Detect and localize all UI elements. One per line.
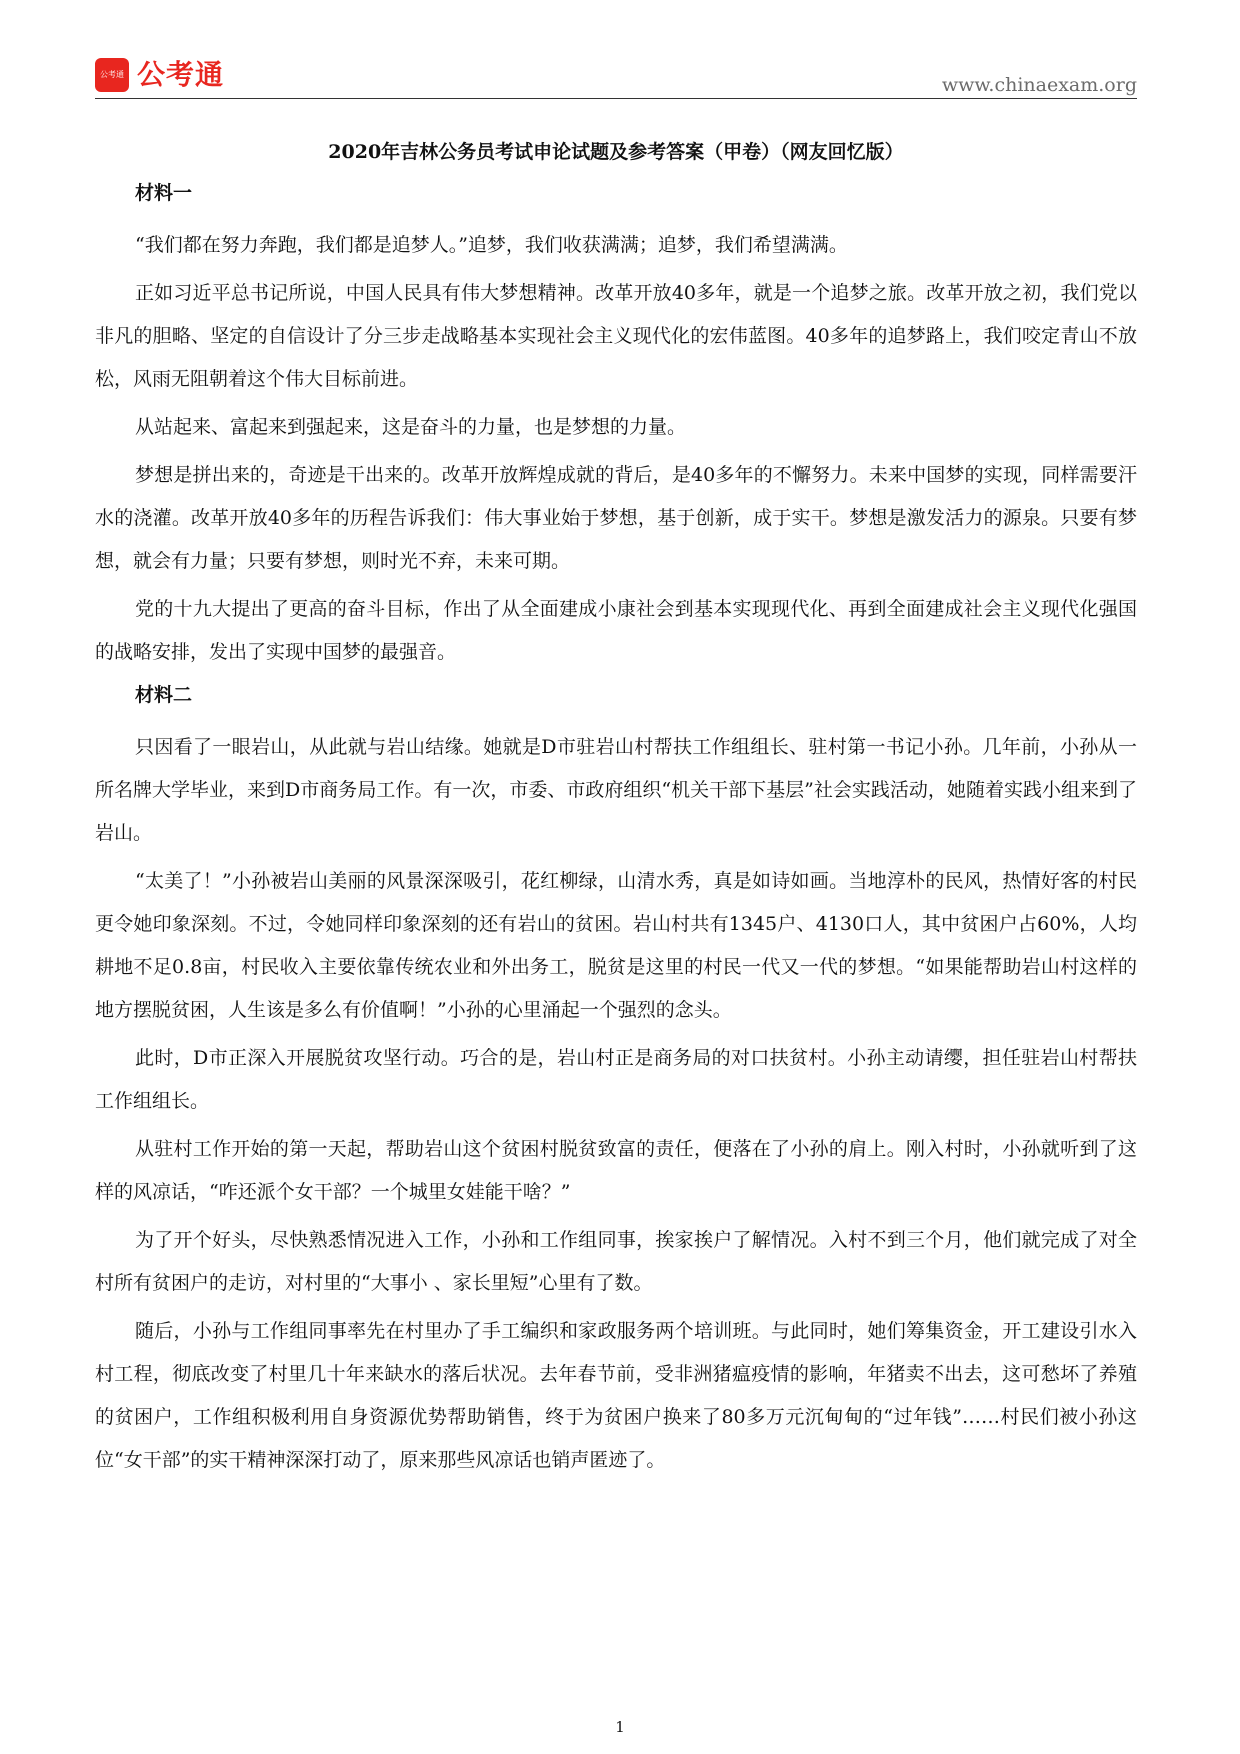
site-url[interactable]: www.chinaexam.org	[941, 74, 1137, 96]
paragraph: 随后，小孙与工作组同事率先在村里办了手工编织和家政服务两个培训班。与此同时，她们筹集资金，开工建设引水入村工程，彻底改变了村里几十年来缺水的落后状况。去年春节前，受非洲猪瘟疫情的影响，年猪卖不出去，这可愁坏了养殖的贫困户，工作组积极利用自身资源优势帮助销售，终于为贫困户换来了80多万元沉甸甸的“过年钱”……村民们被小孙这位“女干部”的实干精神深深打动了，原来那些风凉话也销声匿迹了。	[95, 1320, 1137, 1471]
page-header	[95, 55, 1137, 100]
paragraph: 党的十九大提出了更高的奋斗目标，作出了从全面建成小康社会到基本实现现代化、再到全面建成社会主义现代化强国的战略安排，发出了实现中国梦的最强音。	[95, 598, 1137, 663]
paragraph: 为了开个好头，尽快熟悉情况进入工作，小孙和工作组同事，挨家挨户了解情况。入村不到三个月，他们就完成了对全村所有贫困户的走访，对村里的“大事小 、家长里短”心里有了数。	[95, 1229, 1137, 1294]
paragraph: 从驻村工作开始的第一天起，帮助岩山这个贫困村脱贫致富的责任，便落在了小孙的肩上。刚入村时，小孙就听到了这样的风凉话，“咋还派个女干部？一个城里女娃能干啥？”	[95, 1138, 1137, 1203]
header-divider	[95, 98, 1137, 99]
logo-mark-text: 公考通	[100, 70, 124, 79]
paragraph: 只因看了一眼岩山，从此就与岩山结缘。她就是D市驻岩山村帮扶工作组组长、驻村第一书记小孙。几年前，小孙从一所名牌大学毕业，来到D市商务局工作。有一次，市委、市政府组织“机关干部下基层”社会实践活动，她随着实践小组来到了岩山。	[95, 736, 1137, 844]
document-body	[95, 132, 1137, 1487]
document-title: 2020年吉林公务员考试申论试题及参考答案（甲卷）（网友回忆版）	[328, 141, 904, 163]
paragraph: “太美了！”小孙被岩山美丽的风景深深吸引，花红柳绿，山清水秀，真是如诗如画。当地淳朴的民风，热情好客的村民更令她印象深刻。不过，令她同样印象深刻的还有岩山的贫困。岩山村共有1345户、4130口人，其中贫困户占60%，人均耕地不足0.8亩，村民收入主要依靠传统农业和外出务工，脱贫是这里的村民一代又一代的梦想。“如果能帮助岩山村这样的地方摆脱贫困，人生该是多么有价值啊！”小孙的心里涌起一个强烈的念头。	[95, 870, 1137, 1021]
brand-name: 公考通	[137, 58, 225, 91]
paragraph: 从站起来、富起来到强起来，这是奋斗的力量，也是梦想的力量。	[135, 416, 687, 438]
paragraph: 此时，D市正深入开展脱贫攻坚行动。巧合的是，岩山村正是商务局的对口扶贫村。小孙主动请缨，担任驻岩山村帮扶工作组组长。	[95, 1047, 1137, 1112]
page-number: 1	[615, 1718, 625, 1736]
paragraph: 正如习近平总书记所说，中国人民具有伟大梦想精神。改革开放40多年，就是一个追梦之旅。改革开放之初，我们党以非凡的胆略、坚定的自信设计了分三步走战略基本实现社会主义现代化的宏伟蓝图。40多年的追梦路上，我们咬定青山不放松，风雨无阻朝着这个伟大目标前进。	[95, 282, 1137, 390]
section-heading: 材料一	[135, 182, 193, 204]
brand-logo-icon	[95, 58, 129, 92]
paragraph: 梦想是拼出来的，奇迹是干出来的。改革开放辉煌成就的背后，是40多年的不懈努力。未来中国梦的实现，同样需要汗水的浇灌。改革开放40多年的历程告诉我们：伟大事业始于梦想，基于创新，成于实干。梦想是激发活力的源泉。只要有梦想，就会有力量；只要有梦想，则时光不弃，未来可期。	[95, 464, 1137, 572]
paragraph: “我们都在努力奔跑，我们都是追梦人。”追梦，我们收获满满；追梦，我们希望满满。	[135, 234, 848, 256]
section-heading: 材料二	[135, 684, 193, 706]
